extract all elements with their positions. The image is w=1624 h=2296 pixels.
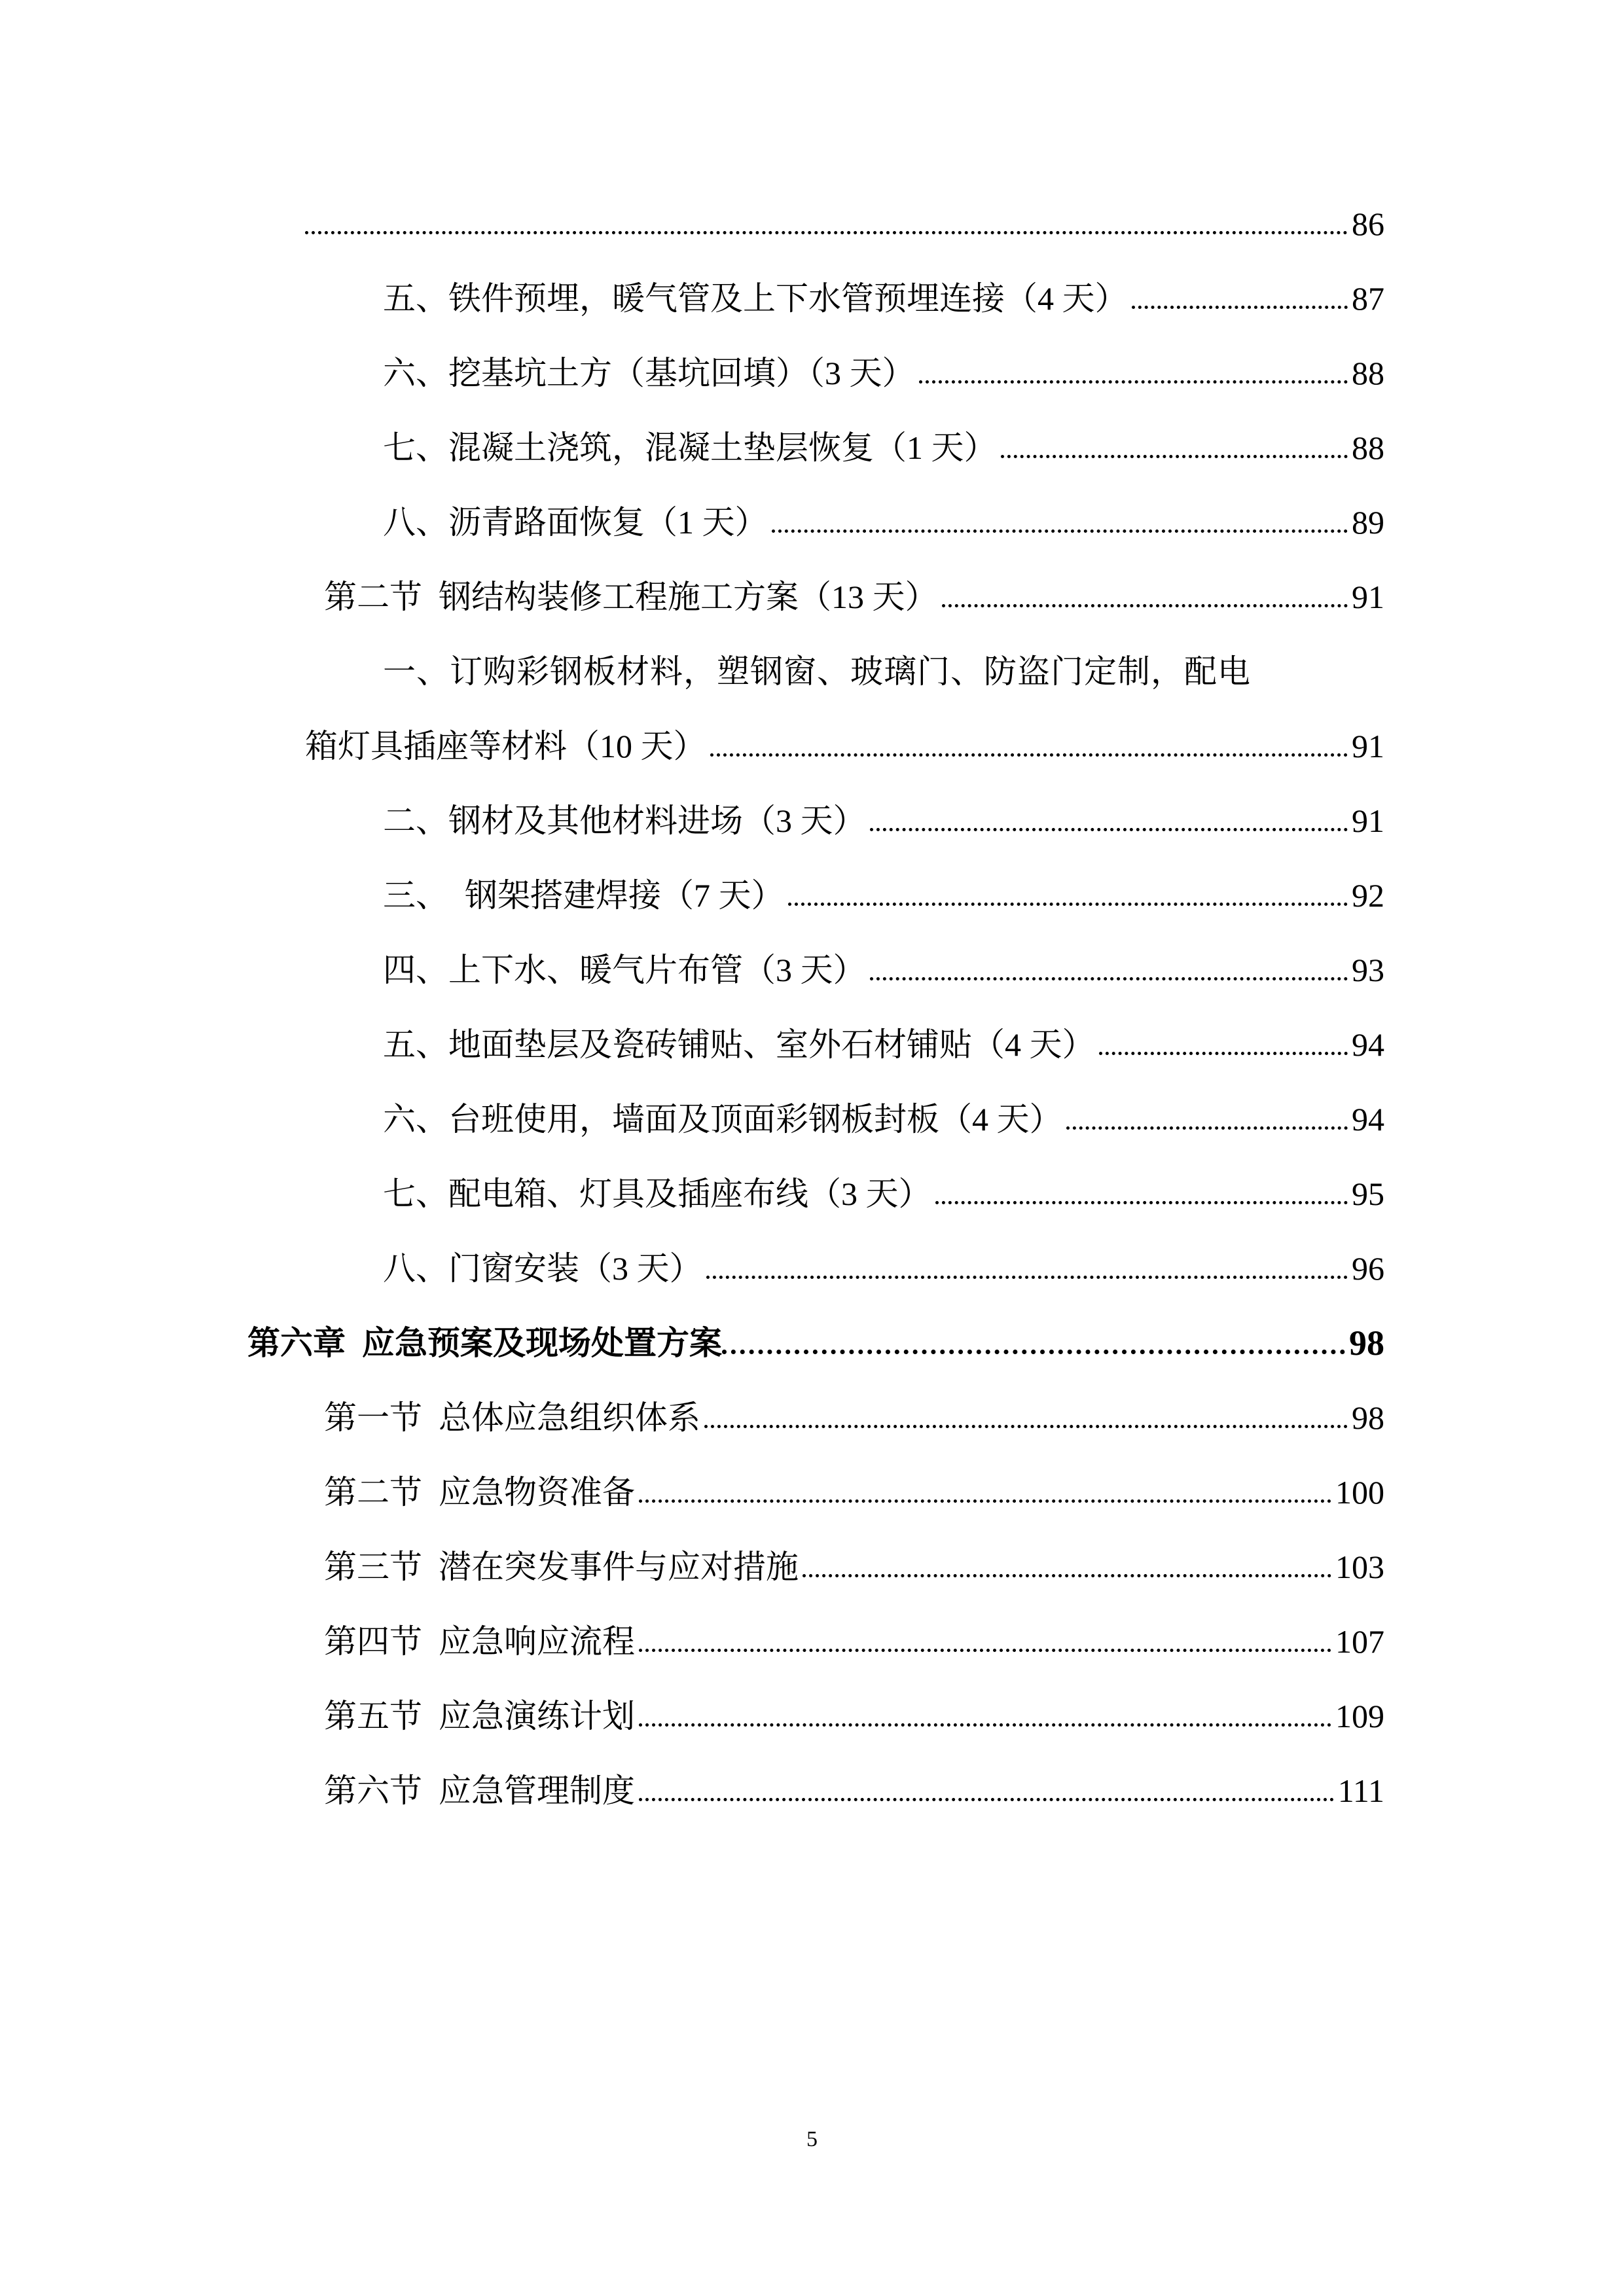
toc-entry-title: 第三节 潜在突发事件与应对措施 [324,1549,799,1585]
toc-entry-title: 第二节 钢结构装修工程施工方案（13 天） [324,579,938,615]
dot-leader [935,1201,1348,1204]
toc-entry-title: 第六章 应急预案及现场处置方案 [247,1325,722,1361]
toc-entry-page: 96 [1352,1250,1384,1287]
dot-leader [870,828,1348,831]
toc-entry-page: 88 [1352,429,1384,466]
toc-entry[interactable] [324,1455,1384,1530]
dot-leader [305,231,1348,234]
dot-leader [870,977,1348,980]
dot-leader [722,1350,1345,1354]
dot-leader [1132,306,1348,309]
toc-entry-page: 107 [1335,1623,1384,1660]
toc-entry-title: 四、上下水、暖气片布管（3 天） [383,952,866,988]
toc-entry[interactable] [383,1157,1384,1231]
toc-entry-title: 第五节 应急演练计划 [324,1698,635,1734]
toc-entry[interactable] [324,1753,1384,1828]
toc-entry[interactable] [247,1306,1384,1380]
toc-entry-page: 91 [1352,579,1384,615]
toc-entry-page: 88 [1352,355,1384,391]
toc-entry-page: 87 [1352,280,1384,317]
toc-entry-title: 第一节 总体应急组织体系 [324,1399,700,1436]
toc-entry[interactable] [383,634,1384,709]
toc-entry[interactable] [383,1007,1384,1082]
dot-leader [772,529,1348,533]
toc-entry-title: 八、门窗安装（3 天） [383,1250,702,1287]
toc-entry-page: 92 [1352,877,1384,914]
toc-entry-page: 89 [1352,504,1384,541]
dot-leader [639,1499,1331,1503]
dot-leader [788,903,1348,906]
toc-entry-title: 三、 钢架搭建焊接（7 天） [383,877,784,914]
dot-leader [1099,1052,1348,1055]
page-number: 5 [806,2127,818,2151]
dot-leader [1001,455,1348,458]
toc-entry-page: 98 [1352,1399,1384,1436]
toc-entry[interactable] [383,783,1384,858]
toc-entry-page: 91 [1352,802,1384,839]
toc-entry[interactable] [324,560,1384,634]
dot-leader [639,1649,1331,1652]
toc-entry[interactable] [383,858,1384,933]
dot-leader [639,1723,1331,1727]
toc-entry-page: 94 [1352,1101,1384,1138]
toc-entry[interactable] [324,1679,1384,1753]
dot-leader [704,1425,1348,1428]
toc-entry-title: 二、钢材及其他材料进场（3 天） [383,802,866,839]
toc-entry-page: 95 [1352,1175,1384,1212]
toc-entry-title: 六、挖基坑土方（基坑回填）（3 天） [383,355,915,391]
toc-entry[interactable] [383,1231,1384,1306]
toc-entry-title: 第四节 应急响应流程 [324,1623,635,1660]
toc-entry[interactable] [324,1530,1384,1604]
toc-entry-title: 五、铁件预埋，暖气管及上下水管预埋连接（4 天） [383,280,1128,317]
toc-entry-title: 七、配电箱、灯具及插座布线（3 天） [383,1175,931,1212]
toc-entry[interactable] [305,187,1384,261]
toc-entry-title: 七、混凝土浇筑，混凝土垫层恢复（1 天） [383,429,997,466]
dot-leader [803,1574,1331,1577]
toc-entry[interactable] [305,709,1384,783]
toc-entry-page: 98 [1349,1323,1384,1363]
dot-leader [710,753,1348,757]
toc-entry-title: 箱灯具插座等材料（10 天） [305,728,706,764]
toc-entry-page: 100 [1335,1474,1384,1511]
toc-entry[interactable] [324,1380,1384,1455]
toc-entry-page: 86 [1352,206,1384,242]
toc-entry-page: 109 [1335,1698,1384,1734]
dot-leader [1066,1126,1348,1130]
toc-entry-page: 111 [1337,1772,1384,1809]
dot-leader [919,380,1348,384]
toc-entry[interactable] [383,485,1384,560]
toc-entry-page: 94 [1352,1026,1384,1063]
toc-entry-title: 八、沥青路面恢复（1 天） [383,504,768,541]
toc-entry-title: 第二节 应急物资准备 [324,1474,635,1511]
toc-entry-title: 六、台班使用，墙面及顶面彩钢板封板（4 天） [383,1101,1062,1138]
toc-entry[interactable] [383,336,1384,410]
toc-entry-page: 93 [1352,952,1384,988]
toc-entry[interactable] [383,410,1384,485]
toc-entry-title: 第六节 应急管理制度 [324,1772,635,1809]
toc-entry-title: 五、地面垫层及瓷砖铺贴、室外石材铺贴（4 天） [383,1026,1095,1063]
toc-entry[interactable] [383,933,1384,1007]
toc-entry-title: 一、订购彩钢板材料，塑钢窗、玻璃门、防盗门定制，配电 [383,653,1251,690]
dot-leader [942,604,1348,607]
toc-entry-page: 91 [1352,728,1384,764]
toc-entry[interactable] [383,261,1384,336]
toc-entry[interactable] [383,1082,1384,1157]
toc-entry-page: 103 [1335,1549,1384,1585]
toc-entry[interactable] [324,1604,1384,1679]
dot-leader [706,1276,1348,1279]
dot-leader [639,1798,1334,1801]
